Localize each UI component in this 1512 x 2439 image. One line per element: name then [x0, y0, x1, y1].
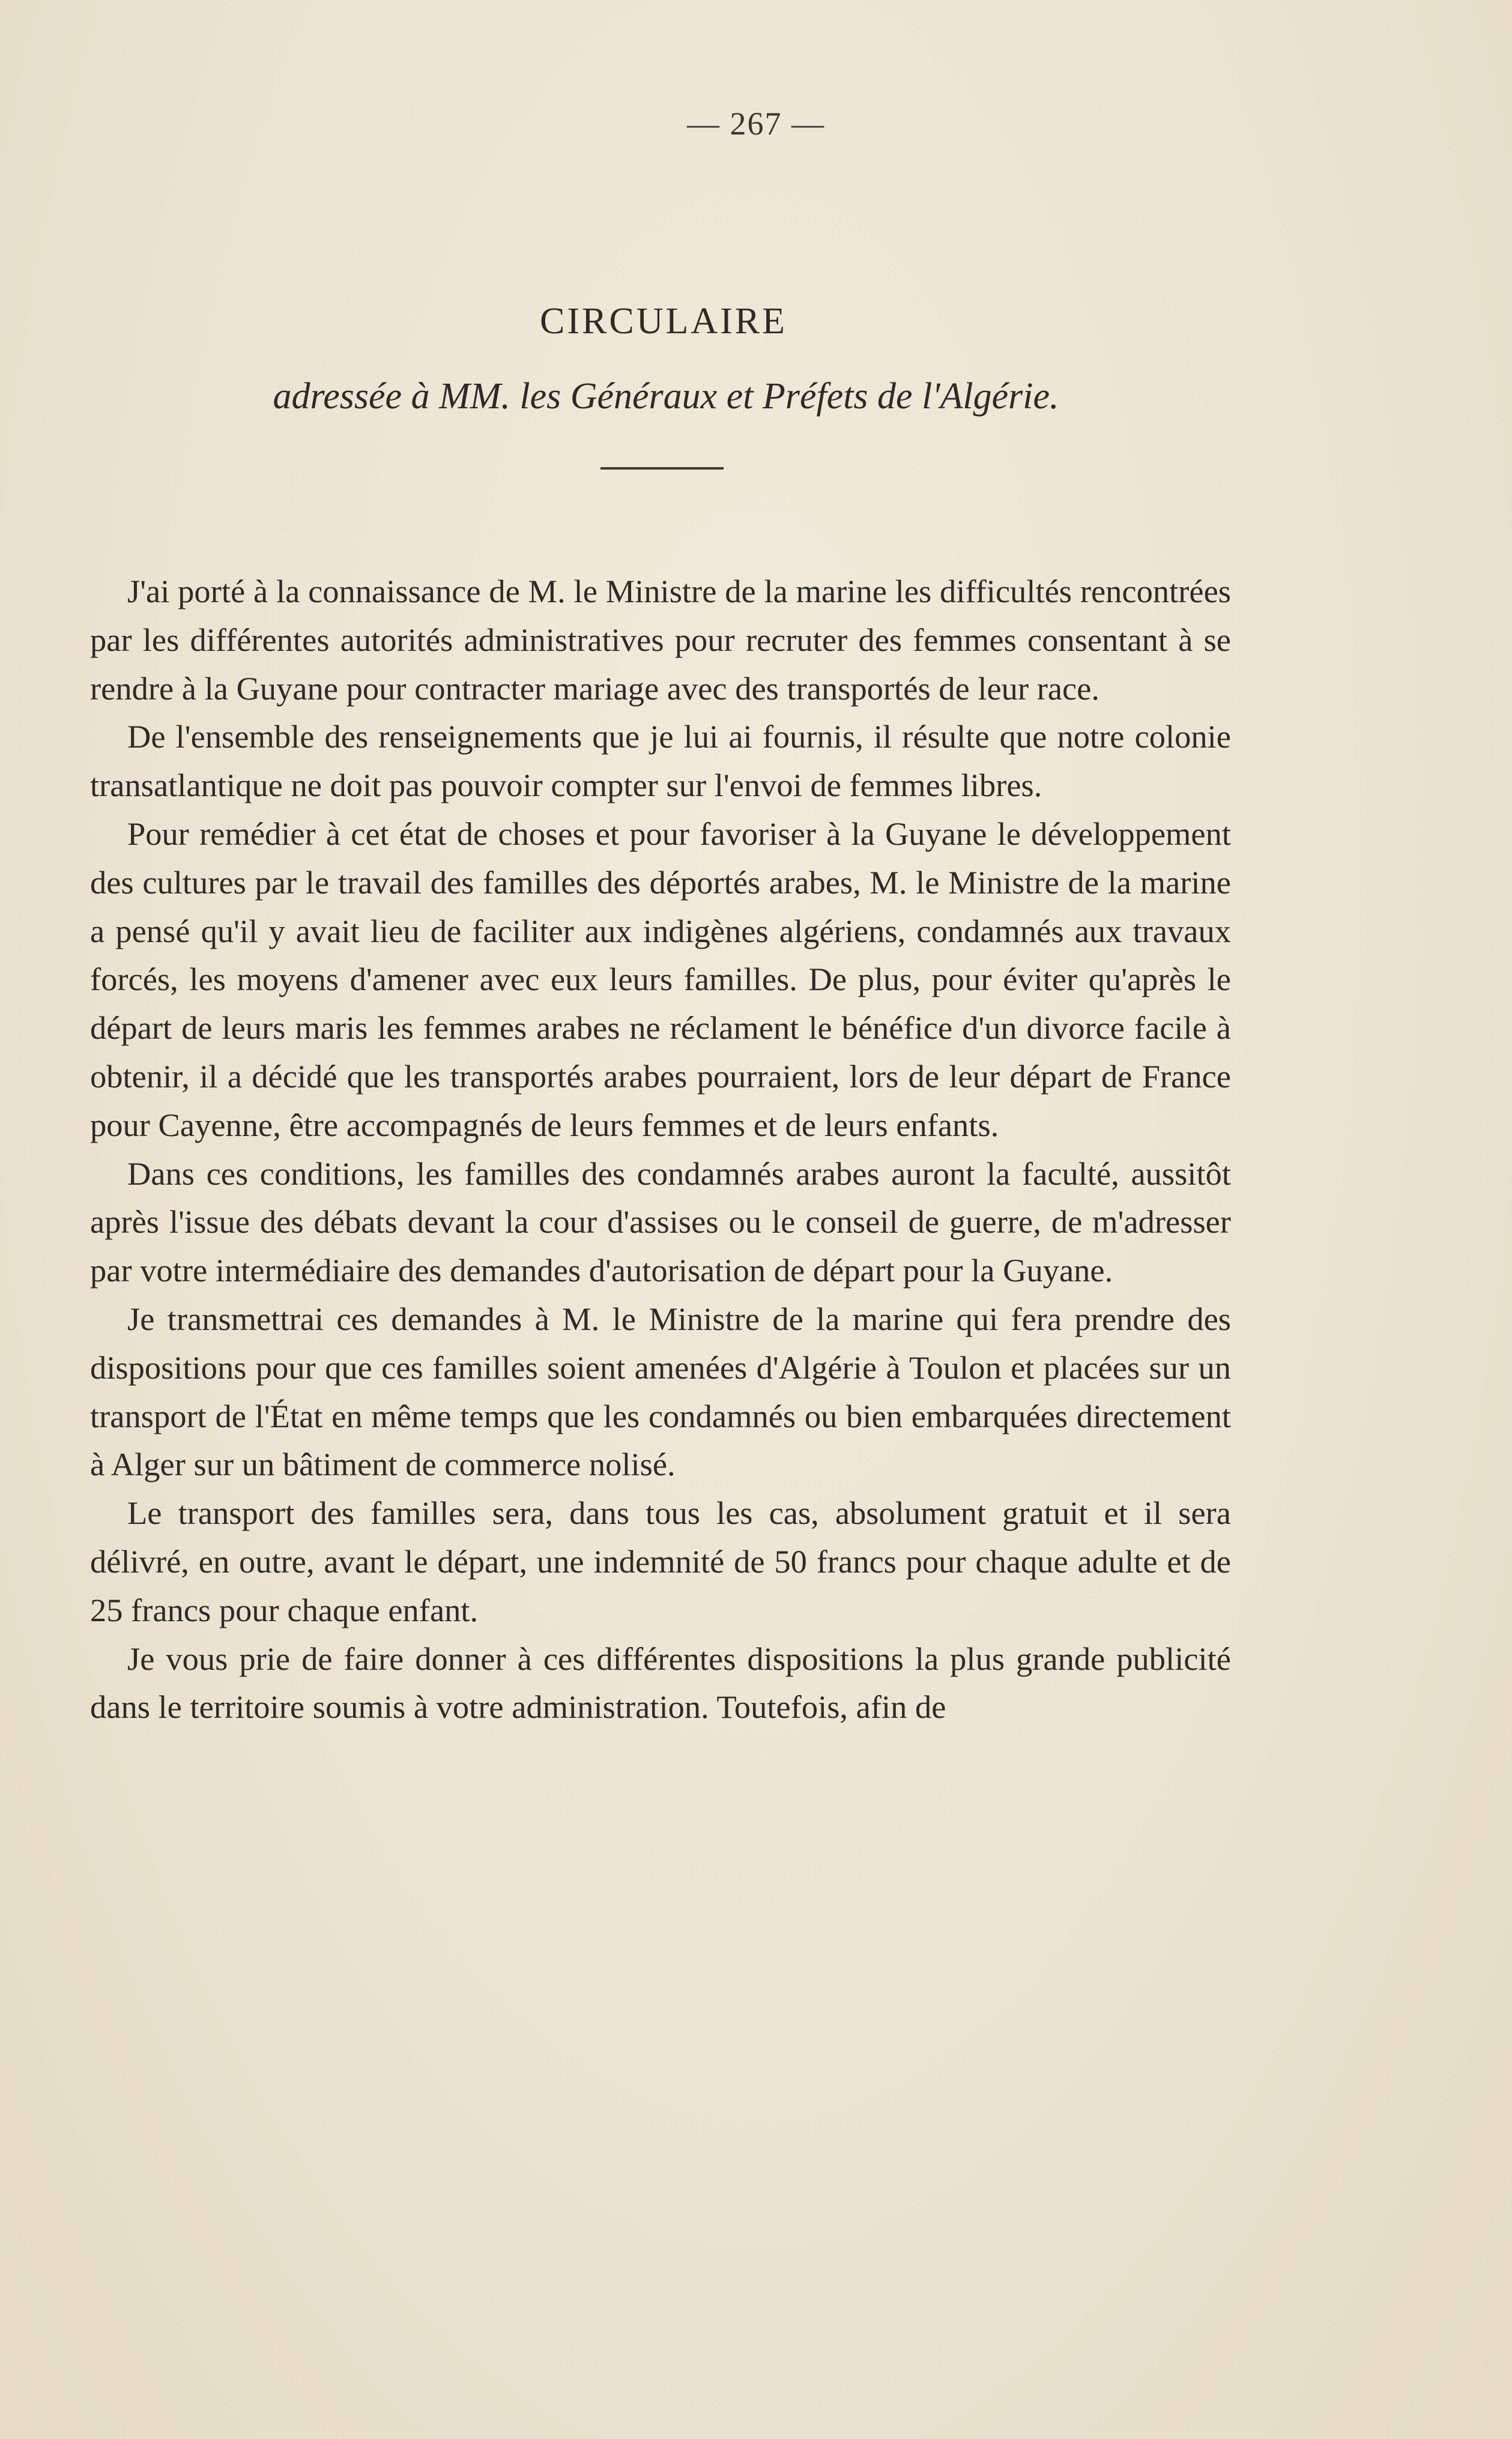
- paragraph: Je vous prie de faire donner à ces différentes dispositions la plus grande publicité dans le territoire soumis à votre administration. Toutefois, afin de: [90, 1640, 1231, 1726]
- paragraph: Pour remédier à cet état de choses et pour favoriser à la Guyane le développement des cultures par le travail des familles des déportés arabes, M. le Ministre de la marine a pensé qu'il y avait lieu de faciliter aux indigènes algériens, condamnés aux travaux forcés, les moyens d'amener avec eux leurs familles. De plus, pour éviter qu'après le départ de leurs maris les femmes arabes ne réclament le bénéfice d'un divorce facile à obtenir, il a décidé que les transportés arabes pourraient, lors de leur départ de France pour Cayenne, être accompagnés de leurs femmes et de leurs enfants.: [90, 815, 1231, 1143]
- circular-subtitle: adressée à MM. les Généraux et Préfets de l'Algérie.: [273, 376, 1059, 417]
- paragraph: Je transmettrai ces demandes à M. le Ministre de la marine qui fera prendre des dispositions pour que ces familles soient amenées d'Algérie à Toulon et placées sur un transport de l'État en même temps que les condamnés ou bien embarquées directement à Alger sur un bâtiment de commerce nolisé.: [90, 1300, 1231, 1483]
- paragraph: Dans ces conditions, les familles des condamnés arabes auront la faculté, aussitôt après l'issue des débats devant la cour d'assises ou le conseil de guerre, de m'adresser par votre intermédiaire des demandes d'autorisation de départ pour la Guyane.: [90, 1155, 1231, 1289]
- paragraph: De l'ensemble des renseignements que je lui ai fournis, il résulte que notre colonie transatlantique ne doit pas pouvoir compter sur l'envoi de femmes libres.: [90, 718, 1231, 804]
- body-text: [90, 567, 1231, 1732]
- paragraph: J'ai porté à la connaissance de M. le Ministre de la marine les difficultés rencontrées par les différentes autorités administratives pour recruter des femmes consentant à se rendre à la Guyane pour contracter mariage avec des transportés de leur race.: [90, 573, 1231, 707]
- paragraph: Le transport des familles sera, dans tous les cas, absolument gratuit et il sera délivré, en outre, avant le départ, une indemnité de 50 francs pour chaque adulte et de 25 francs pour chaque enfant.: [90, 1495, 1231, 1628]
- title-divider: [600, 467, 724, 470]
- page-number: — 267 —: [687, 106, 825, 142]
- circular-title: CIRCULAIRE: [540, 301, 787, 342]
